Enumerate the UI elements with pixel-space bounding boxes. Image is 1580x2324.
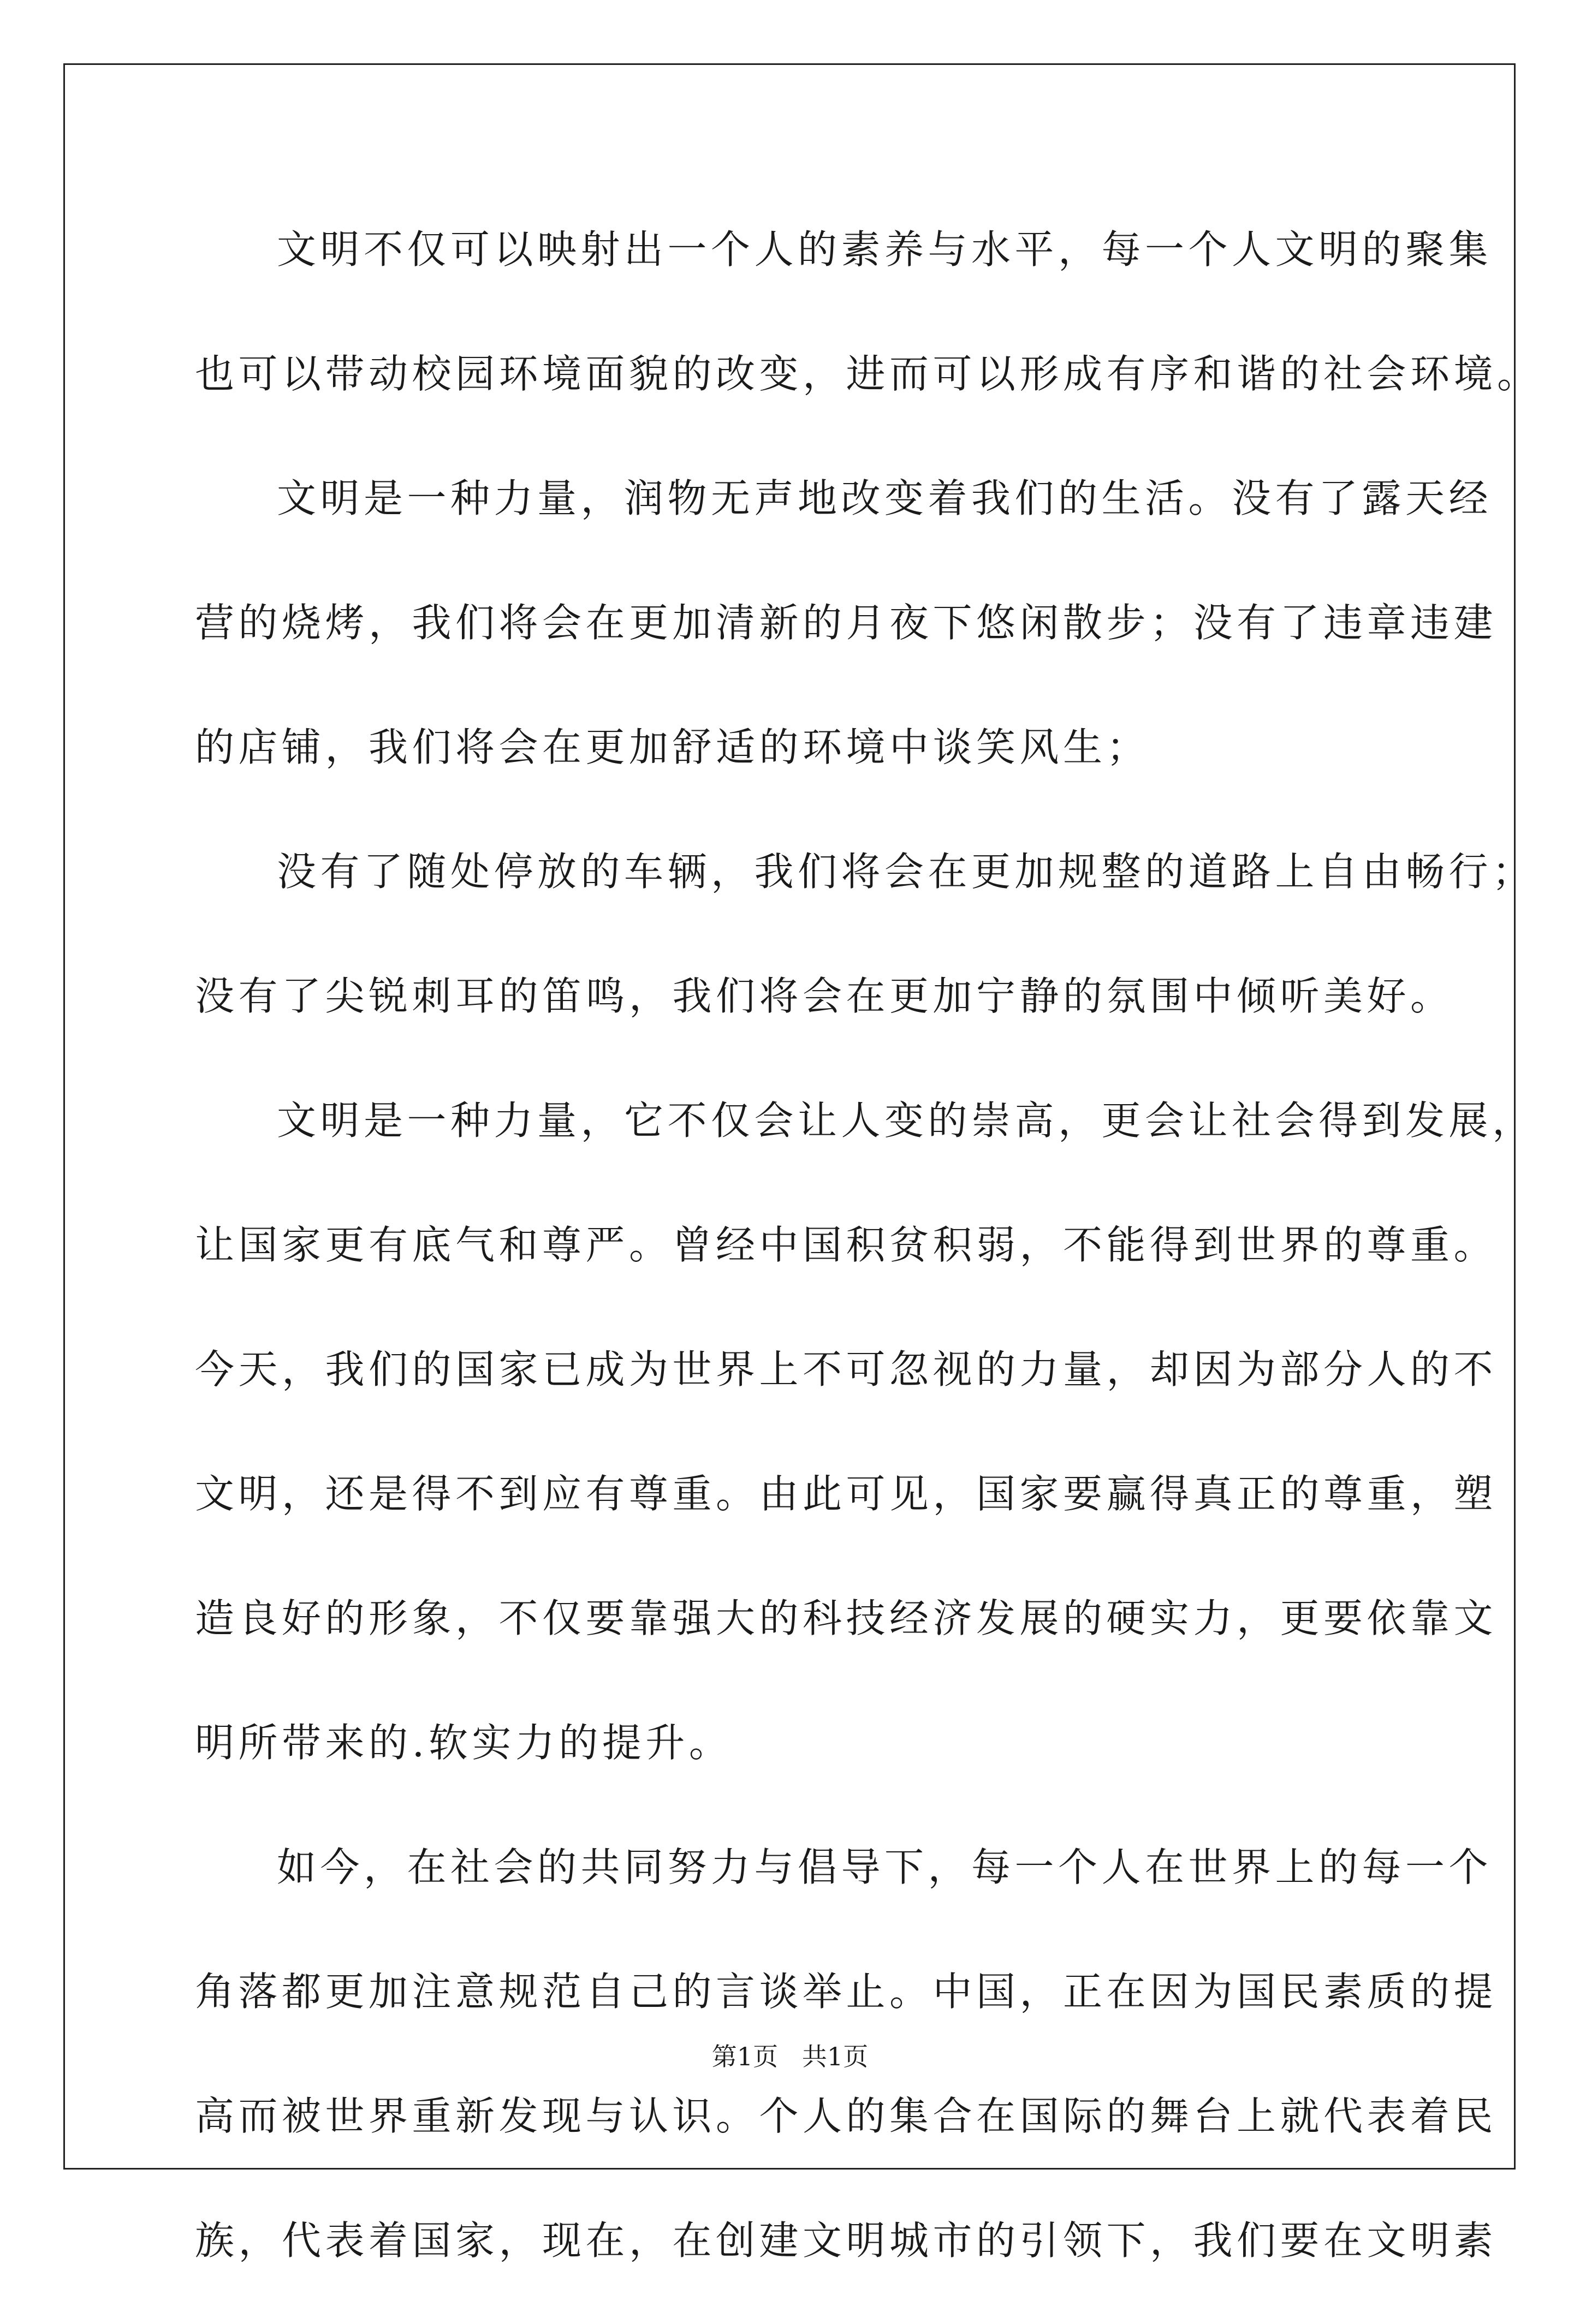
document-body: [195, 208, 1541, 2324]
text-line: 造良好的形象，不仅要靠强大的科技经济发展的硬实力，更要依靠文: [195, 1595, 1498, 1641]
text-line: 没有了随处停放的车辆，我们将会在更加规整的道路上自由畅行；: [277, 849, 1536, 895]
text-line: 文明，还是得不到应有尊重。由此可见，国家要赢得真正的尊重，塑: [195, 1471, 1498, 1517]
text-line: 没有了尖锐刺耳的笛鸣，我们将会在更加宁静的氛围中倾听美好。: [195, 973, 1454, 1019]
text-line: 文明不仅可以映射出一个人的素养与水平，每一个人文明的聚集: [277, 227, 1493, 272]
text-line: 角落都更加注意规范自己的言谈举止。中国，正在因为国民素质的提: [195, 1969, 1498, 2015]
text-line: 文明是一种力量，它不仅会让人变的崇高，更会让社会得到发展，: [277, 1098, 1536, 1143]
text-line: 高而被世界重新发现与认识。个人的集合在国际的舞台上就代表着民: [195, 2093, 1498, 2139]
text-line: 让国家更有底气和尊严。曾经中国积贫积弱，不能得到世界的尊重。: [195, 1222, 1498, 1268]
text-line: 如今，在社会的共同努力与倡导下，每一个人在世界上的每一个: [277, 1844, 1493, 1890]
text-line: 文明是一种力量，润物无声地改变着我们的生活。没有了露天经: [277, 475, 1493, 521]
text-line: 明所带来的.软实力的提升。: [195, 1720, 733, 1766]
text-line: 今天，我们的国家已成为世界上不可忽视的力量，却因为部分人的不: [195, 1346, 1498, 1392]
text-line: 也可以带动校园环境面貌的改变，进而可以形成有序和谐的社会环境。: [195, 351, 1541, 397]
page-footer: 第1页 共1页: [711, 2042, 869, 2071]
text-line: 营的烧烤，我们将会在更加清新的月夜下悠闲散步；没有了违章违建: [195, 600, 1498, 646]
text-line: 的店铺，我们将会在更加舒适的环境中谈笑风生；: [195, 724, 1150, 770]
text-line: 族，代表着国家，现在，在创建文明城市的引领下，我们要在文明素: [195, 2218, 1498, 2263]
